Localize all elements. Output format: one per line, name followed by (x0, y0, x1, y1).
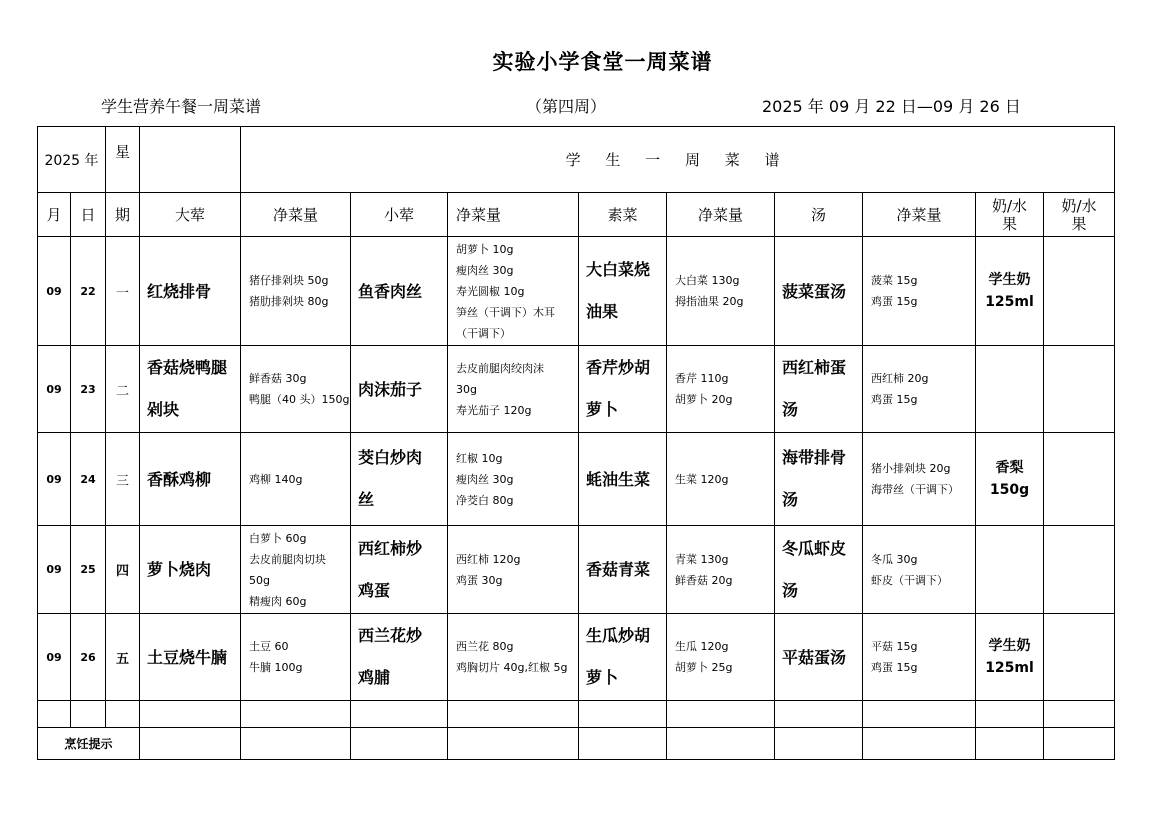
ingredient-line: 胡萝卜 20g (675, 393, 733, 406)
ingredient-line: 西红柿 120g (456, 552, 521, 566)
header-day: 日 (71, 193, 106, 237)
empty-cell (579, 701, 667, 728)
milk-line: 学生奶 (988, 272, 1031, 288)
header-qty-2: 净菜量 (448, 193, 579, 237)
cell-veg-qty (667, 433, 775, 526)
ingredient-line: 笋丝（干调下）木耳 (456, 305, 555, 319)
ingredient-line: 鸡蛋 15g (871, 295, 918, 308)
cell-milk (976, 433, 1044, 526)
ingredient-line: 去皮前腿肉绞肉沫 (456, 361, 544, 375)
cell-day: 25 (71, 526, 106, 614)
cell-day: 23 (71, 346, 106, 433)
cell-veg-qty (667, 614, 775, 701)
dish-line: 萝卜 (586, 668, 619, 687)
cell-small-meat: 鱼香肉丝 (351, 237, 448, 346)
ingredient-line: 平菇 15g (871, 640, 918, 653)
header-veg: 素菜 (579, 193, 667, 237)
empty-cell (241, 701, 351, 728)
dish-line: 汤 (782, 580, 799, 600)
header-qty-1: 净菜量 (241, 193, 351, 237)
ingredient-line: 猪肋排剁块 80g (249, 295, 329, 308)
dish-line: 茭白炒肉 (358, 448, 423, 467)
dish-line: 西兰花炒 (358, 626, 423, 645)
cell-veg (579, 614, 667, 701)
cell-small-meat (351, 526, 448, 614)
cell-weekday: 二 (106, 346, 140, 433)
dish-line: 汤 (782, 400, 799, 419)
cooking-tip-label: 烹饪提示 (38, 728, 140, 760)
header-small-meat: 小荤 (351, 193, 448, 237)
dish-line: 生瓜炒胡 (586, 626, 651, 645)
ingredient-line: 鲜香菇 20g (675, 573, 733, 587)
cell-soup-qty (863, 237, 976, 346)
ingredient-line: 精瘦肉 60g (249, 594, 307, 608)
table-row (38, 237, 1115, 346)
empty-cell (667, 728, 775, 760)
empty-cell (38, 701, 71, 728)
ingredient-line: 鸡蛋 15g (871, 393, 918, 406)
header-blank (140, 127, 241, 193)
empty-cell (863, 701, 976, 728)
milk-line: 香梨 (995, 460, 1024, 476)
cell-month: 09 (38, 433, 71, 526)
cell-big-meat-qty (241, 526, 351, 614)
cell-big-meat: 土豆烧牛腩 (140, 614, 241, 701)
ingredient-line: （干调下） (456, 326, 511, 340)
dish-line: 冬瓜虾皮 (782, 538, 847, 558)
header-milk-2: 奶/水果 (1044, 193, 1115, 237)
empty-cell (140, 701, 241, 728)
empty-cell (106, 701, 140, 728)
cell-milk-2 (1044, 526, 1115, 614)
cell-veg: 香菇青菜 (579, 526, 667, 614)
cell-veg-qty (667, 237, 775, 346)
empty-cell (448, 701, 579, 728)
ingredient-line: 猪小排剁块 20g (871, 462, 951, 475)
ingredient-line: 寿光茄子 120g (456, 403, 532, 417)
dish-line: 萝卜 (586, 400, 619, 419)
cell-milk (976, 346, 1044, 433)
menu-table (37, 126, 1115, 760)
dish-line: 香芹炒胡 (586, 358, 651, 377)
cell-veg: 蚝油生菜 (579, 433, 667, 526)
cell-soup-qty (863, 346, 976, 433)
ingredient-line: 鸡胸切片 40g,红椒 5g (456, 661, 568, 674)
header-xing: 星 (106, 127, 140, 193)
ingredient-line: 大白菜 130g (675, 274, 740, 287)
cell-soup: 平菇蛋汤 (775, 614, 863, 701)
cell-big-meat (140, 346, 241, 433)
cell-weekday: 一 (106, 237, 140, 346)
header-qty-3: 净菜量 (667, 193, 775, 237)
cell-weekday: 三 (106, 433, 140, 526)
empty-cell (1044, 728, 1115, 760)
cell-big-meat: 香酥鸡柳 (140, 433, 241, 526)
header-section: 学 生 一 周 菜 谱 (241, 127, 1115, 193)
cell-milk-2 (1044, 433, 1115, 526)
ingredient-line: 鲜香菇 30g (249, 372, 307, 385)
header-soup: 汤 (775, 193, 863, 237)
header-qty-4: 净菜量 (863, 193, 976, 237)
dish-line: 丝 (358, 490, 375, 509)
cell-big-meat: 萝卜烧肉 (140, 526, 241, 614)
empty-cell (351, 701, 448, 728)
ingredient-line: 猪仔排剁块 50g (249, 274, 329, 287)
empty-cell (976, 728, 1044, 760)
ingredient-line: 生瓜 120g (675, 640, 729, 653)
ingredient-line: 牛腩 100g (249, 661, 303, 674)
cell-small-meat-qty (448, 526, 579, 614)
cell-soup-qty (863, 614, 976, 701)
ingredient-line: 西红柿 20g (871, 372, 929, 385)
cell-milk (976, 614, 1044, 701)
dish-line: 鸡蛋 (358, 580, 391, 600)
header-year: 2025 年 (38, 127, 106, 193)
cell-small-meat-qty (448, 346, 579, 433)
empty-cell (976, 701, 1044, 728)
cell-veg-qty (667, 346, 775, 433)
ingredient-line: 鸭腿（40 头）150g (249, 393, 350, 406)
empty-cell (579, 728, 667, 760)
header-qi: 期 (106, 193, 140, 237)
cell-month: 09 (38, 237, 71, 346)
header-month: 月 (38, 193, 71, 237)
table-row (38, 614, 1115, 701)
ingredient-line: 胡萝卜 25g (675, 661, 733, 674)
milk-line: 学生奶 (988, 638, 1031, 654)
milk-line: 125ml (985, 660, 1034, 676)
ingredient-line: 香芹 110g (675, 372, 729, 385)
ingredient-line: 鸡蛋 15g (871, 661, 918, 674)
ingredient-line: 海带丝（干调下） (871, 483, 959, 496)
empty-cell (241, 728, 351, 760)
dish-line: 海带排骨 (782, 448, 847, 467)
dish-line: 西红柿炒 (358, 538, 423, 558)
cell-weekday: 四 (106, 526, 140, 614)
milk-line: 150g (989, 482, 1030, 498)
cell-milk (976, 526, 1044, 614)
cell-soup: 菠菜蛋汤 (775, 237, 863, 346)
cell-small-meat-qty (448, 237, 579, 346)
cell-big-meat-qty (241, 433, 351, 526)
cell-milk-2 (1044, 237, 1115, 346)
ingredient-line: 30g (456, 382, 477, 396)
cell-day: 22 (71, 237, 106, 346)
empty-cell (1044, 701, 1115, 728)
ingredient-line: 土豆 60 (249, 640, 289, 653)
ingredient-line: 胡萝卜 10g (456, 242, 514, 256)
cell-milk-2 (1044, 614, 1115, 701)
dish-line: 油果 (586, 302, 619, 321)
cell-veg-qty (667, 526, 775, 614)
dish-line: 香菇烧鸭腿 (147, 358, 228, 377)
cell-small-meat-qty (448, 433, 579, 526)
empty-cell (775, 728, 863, 760)
dish-line: 大白菜烧 (586, 260, 651, 279)
cell-soup (775, 346, 863, 433)
ingredient-line: 白萝卜 60g (249, 531, 307, 545)
header-row-1 (38, 127, 1115, 193)
dish-line: 鸡脯 (358, 668, 391, 687)
subtitle-dates: 2025 年 09 月 22 日—09 月 26 日 (762, 97, 1021, 116)
cell-small-meat (351, 433, 448, 526)
table-row (38, 526, 1115, 614)
header-milk-1: 奶/水果 (976, 193, 1044, 237)
cell-milk (976, 237, 1044, 346)
empty-cell (863, 728, 976, 760)
ingredient-line: 拇指油果 20g (675, 295, 744, 308)
cell-soup-qty (863, 433, 976, 526)
ingredient-line: 去皮前腿肉切块 (249, 552, 326, 566)
ingredient-line: 青菜 130g (675, 552, 729, 566)
ingredient-line: 红椒 10g (456, 451, 503, 465)
ingredient-line: 瘦肉丝 30g (456, 472, 514, 486)
table-row (38, 346, 1115, 433)
cell-small-meat: 肉沫茄子 (351, 346, 448, 433)
page-title: 实验小学食堂一周菜谱 (492, 50, 713, 74)
cell-soup-qty (863, 526, 976, 614)
dish-line: 西红柿蛋 (782, 358, 847, 377)
ingredient-line: 虾皮（干调下） (871, 573, 948, 587)
cell-day: 26 (71, 614, 106, 701)
cell-soup (775, 433, 863, 526)
ingredient-line: 鸡柳 140g (249, 472, 303, 486)
cell-day: 24 (71, 433, 106, 526)
header-row-2 (38, 193, 1115, 237)
dish-line: 汤 (782, 490, 799, 509)
empty-cell (448, 728, 579, 760)
ingredient-line: 菠菜 15g (871, 274, 918, 287)
cell-small-meat-qty (448, 614, 579, 701)
cell-veg (579, 346, 667, 433)
cell-soup (775, 526, 863, 614)
empty-cell (71, 701, 106, 728)
cell-month: 09 (38, 346, 71, 433)
empty-cell (140, 728, 241, 760)
cooking-tip-row (38, 728, 1115, 760)
ingredient-line: 净茭白 80g (456, 493, 514, 507)
ingredient-line: 西兰花 80g (456, 640, 514, 653)
header-big-meat: 大荤 (140, 193, 241, 237)
ingredient-line: 瘦肉丝 30g (456, 263, 514, 277)
ingredient-line: 寿光圆椒 10g (456, 284, 525, 298)
cell-big-meat-qty (241, 614, 351, 701)
empty-row (38, 701, 1115, 728)
empty-cell (775, 701, 863, 728)
ingredient-line: 鸡蛋 30g (456, 573, 503, 587)
cell-small-meat (351, 614, 448, 701)
dish-line: 剁块 (147, 400, 180, 419)
cell-big-meat-qty (241, 237, 351, 346)
empty-cell (351, 728, 448, 760)
subtitle-lunch: 学生营养午餐一周菜谱 (101, 97, 262, 116)
ingredient-line: 冬瓜 30g (871, 552, 918, 566)
ingredient-line: 生菜 120g (675, 472, 729, 486)
milk-line: 125ml (985, 294, 1034, 310)
cell-month: 09 (38, 614, 71, 701)
cell-big-meat: 红烧排骨 (140, 237, 241, 346)
cell-weekday: 五 (106, 614, 140, 701)
cell-big-meat-qty (241, 346, 351, 433)
cell-veg (579, 237, 667, 346)
subtitle-week: （第四周） (526, 97, 607, 116)
ingredient-line: 50g (249, 573, 270, 587)
table-row (38, 433, 1115, 526)
cell-month: 09 (38, 526, 71, 614)
cell-milk-2 (1044, 346, 1115, 433)
empty-cell (667, 701, 775, 728)
